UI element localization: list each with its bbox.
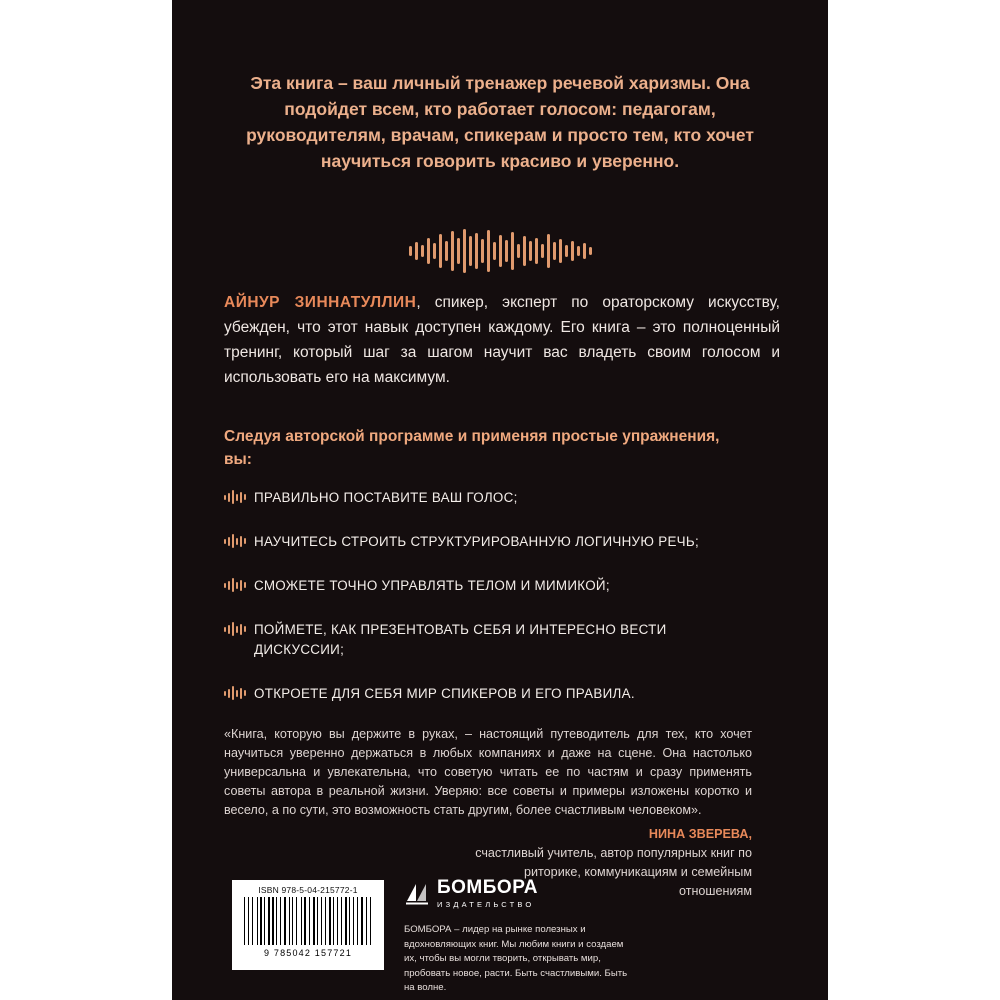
waveform-bullet-icon: [224, 577, 246, 593]
list-item-label: ПРАВИЛЬНО ПОСТАВИТЕ ВАШ ГОЛОС;: [254, 490, 518, 505]
review-author-title: счастливый учитель, автор популярных книг по риторике, коммуникациям и семейным отношениям: [475, 846, 752, 898]
waveform-bullet-icon: [224, 621, 246, 637]
waveform-bullet-icon: [224, 533, 246, 549]
waveform-bullet-icon: [224, 489, 246, 505]
publisher-description: БОМБОРА – лидер на рынке полезных и вдохновляющих книг. Мы любим книги и создаем их, чтобы вы могли творить, открывать мир, пробовать новое, расти. Быть счастливыми. Быть на волне.: [404, 924, 628, 993]
list-item: [224, 620, 784, 660]
barcode-bars: [238, 897, 378, 945]
waveform-bullet-icon: [224, 685, 246, 701]
publisher-block: [404, 878, 744, 996]
barcode-digits: 9 785042 157721: [263, 948, 353, 958]
author-name: АЙНУР ЗИННАТУЛЛИН: [224, 294, 417, 311]
bombora-mark-icon: [404, 881, 430, 907]
list-item-label: ПОЙМЕТЕ, КАК ПРЕЗЕНТОВАТЬ СЕБЯ И ИНТЕРЕСНО ВЕСТИ ДИСКУССИИ;: [254, 622, 667, 657]
list-item: [224, 532, 784, 552]
promo-paragraph: Эта книга – ваш личный тренажер речевой харизмы. Она подойдет всем, кто работает голосом: педагогам, руководителям, врачам, спикерам и просто тем, кто хочет научиться говорить красиво и уверенно.: [246, 73, 754, 171]
author-paragraph-text: , спикер, эксперт по ораторскому искусству, убежден, что этот навык доступен каждому. Его книга – это полноценный тренинг, который шаг за шагом научит вас владеть своим голосом и использовать его на максимум.: [224, 294, 780, 386]
list-item-label: НАУЧИТЕСЬ СТРОИТЬ СТРУКТУРИРОВАННУЮ ЛОГИЧНУЮ РЕЧЬ;: [254, 534, 700, 549]
benefits-list: [224, 488, 784, 728]
list-item-label: ОТКРОЕТЕ ДЛЯ СЕБЯ МИР СПИКЕРОВ И ЕГО ПРАВИЛА.: [254, 686, 635, 701]
publisher-subtitle: ИЗДАТЕЛЬСТВО: [437, 900, 535, 909]
list-item: [224, 488, 784, 508]
publisher-logo: [404, 878, 744, 909]
list-item: [224, 684, 784, 704]
review-quote: «Книга, которую вы держите в руках, – настоящий путеводитель для тех, кто хочет научиться уверенно держаться в любых компаниях и даже на сцене. Она настолько универсальна и увлекательна, что советую читать ее по частям и сразу применять советы автора в реальной жизни. Уверяю: все советы и примеры изложены коротко и весело, а по сути, это возможность стать другим, более счастливым человеком».: [224, 727, 752, 817]
review-author-name: НИНА ЗВЕРЕВА,: [648, 827, 752, 841]
isbn-label: ISBN 978-5-04-215772-1: [258, 885, 358, 895]
book-cover: [172, 0, 828, 1000]
publisher-name: БОМБОРА: [437, 877, 538, 898]
list-item-label: СМОЖЕТЕ ТОЧНО УПРАВЛЯТЬ ТЕЛОМ И МИМИКОЙ;: [254, 578, 610, 593]
waveform-divider-icon: [172, 228, 828, 274]
author-paragraph: [224, 290, 780, 390]
list-item: [224, 576, 784, 596]
lead-in-text: Следуя авторской программе и применяя простые упражнения, вы:: [224, 428, 720, 468]
barcode-block: [232, 880, 384, 970]
